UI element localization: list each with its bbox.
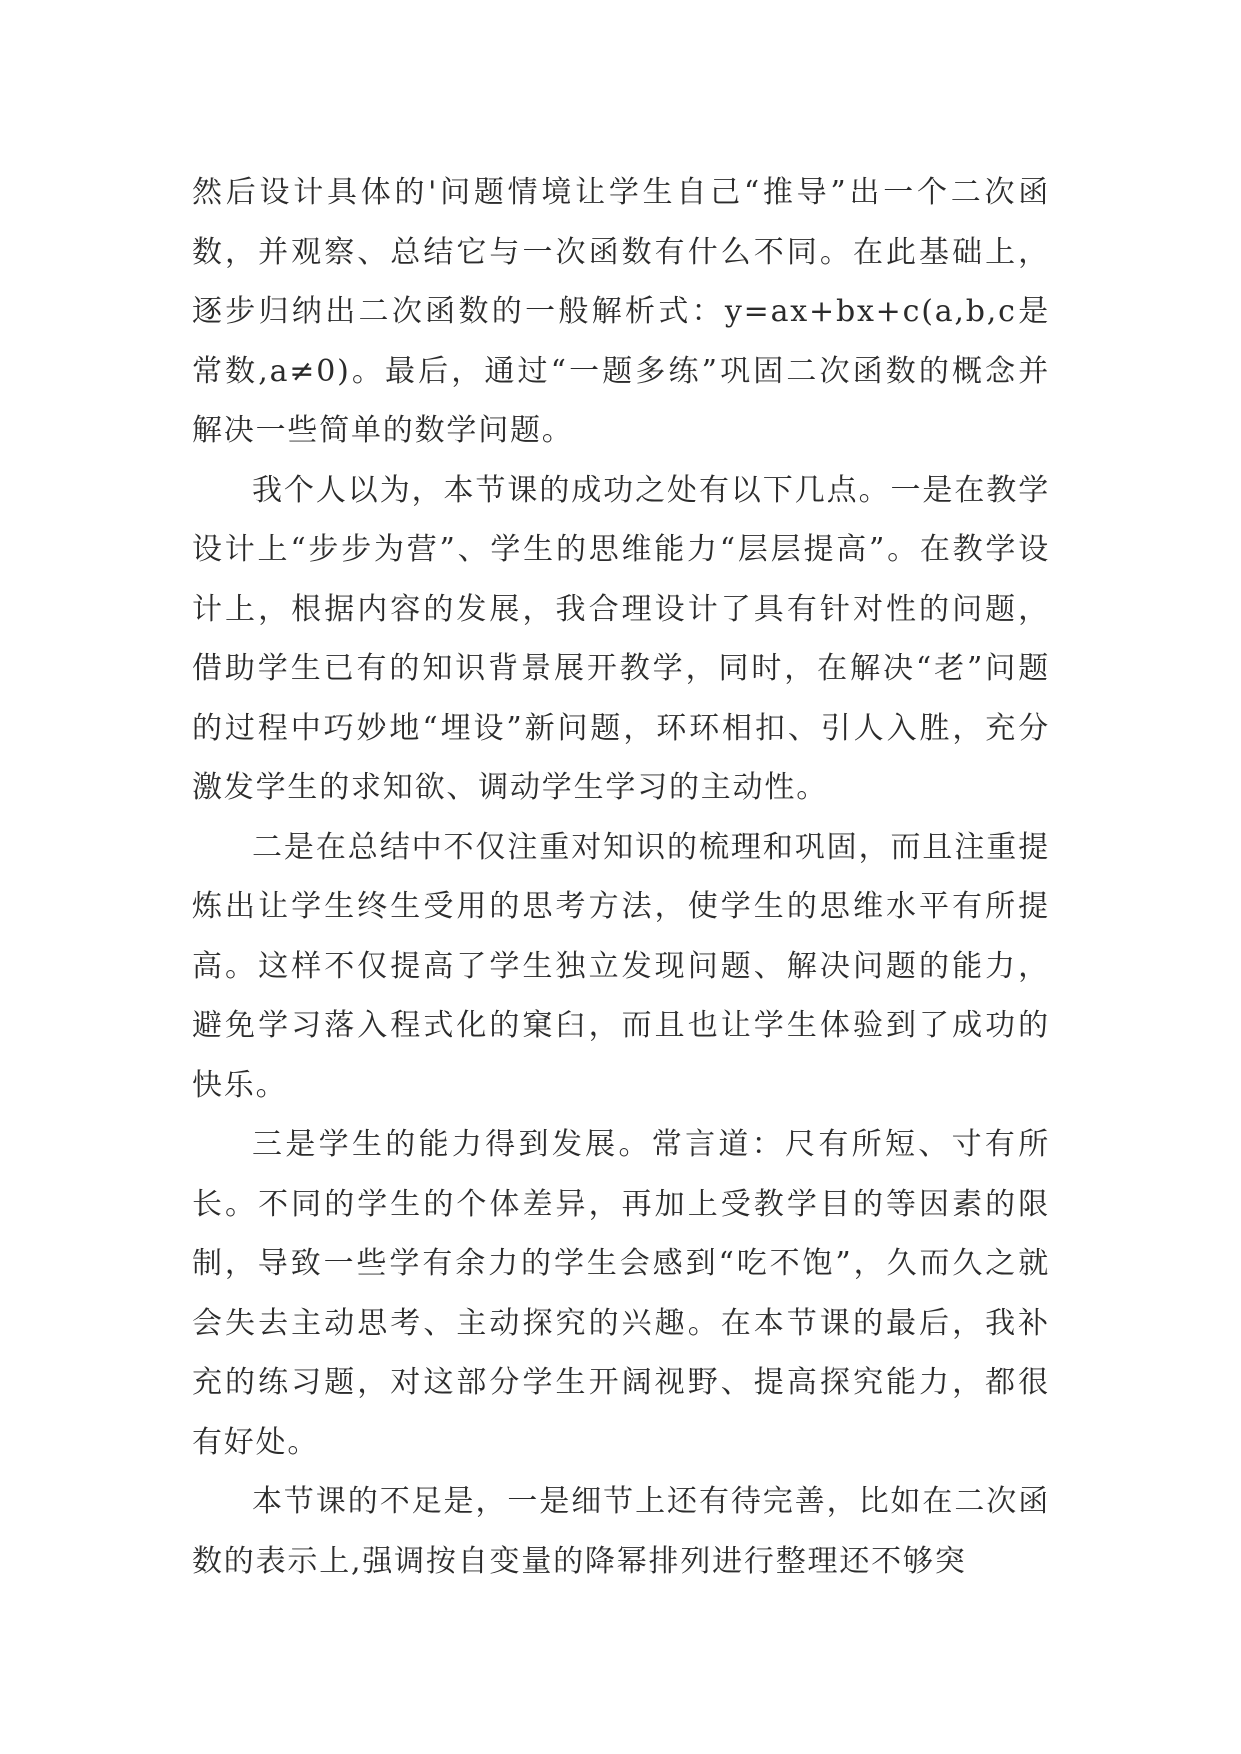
paragraph-3: 二是在总结中不仅注重对知识的梳理和巩固，而且注重提炼出让学生终生受用的思考方法，使学生的思维水平有所提高。这样不仅提高了学生独立发现问题、解决问题的能力，避免学习落入程式化的窠臼，而且也让学生体验到了成功的快乐。 [192,829,1050,1103]
paragraph-2: 我个人以为，本节课的成功之处有以下几点。一是在教学设计上“步步为营”、学生的思维能力“层层提高”。在教学设计上，根据内容的发展，我合理设计了具有针对性的问题，借助学生已有的知识背景展开教学，同时，在解决“老”问题的过程中巧妙地“埋设”新问题，环环相扣、引人入胜，充分激发学生的求知欲、调动学生学习的主动性。 [192,472,1050,805]
paragraph-1: 然后设计具体的'问题情境让学生自己“推导”出一个二次函数，并观察、总结它与一次函数有什么不同。在此基础上，逐步归纳出二次函数的一般解析式：y=ax+bx+c(a,b,c是常数,a≠0)。最后，通过“一题多练”巩固二次函数的概念并解决一些简单的数学问题。 [192,175,1050,448]
paragraph-4: 三是学生的能力得到发展。常言道：尺有所短、寸有所长。不同的学生的个体差异，再加上受教学目的等因素的限制，导致一些学有余力的学生会感到“吃不饱”，久而久之就会失去主动思考、主动探究的兴趣。在本节课的最后，我补充的练习题，对这部分学生开阔视野、提高探究能力，都很有好处。 [192,1127,1050,1460]
document-body [192,163,1050,1591]
paragraph-5: 本节课的不足是，一是细节上还有待完善，比如在二次函数的表示上,强调按自变量的降幂排列进行整理还不够突 [192,1484,1050,1579]
